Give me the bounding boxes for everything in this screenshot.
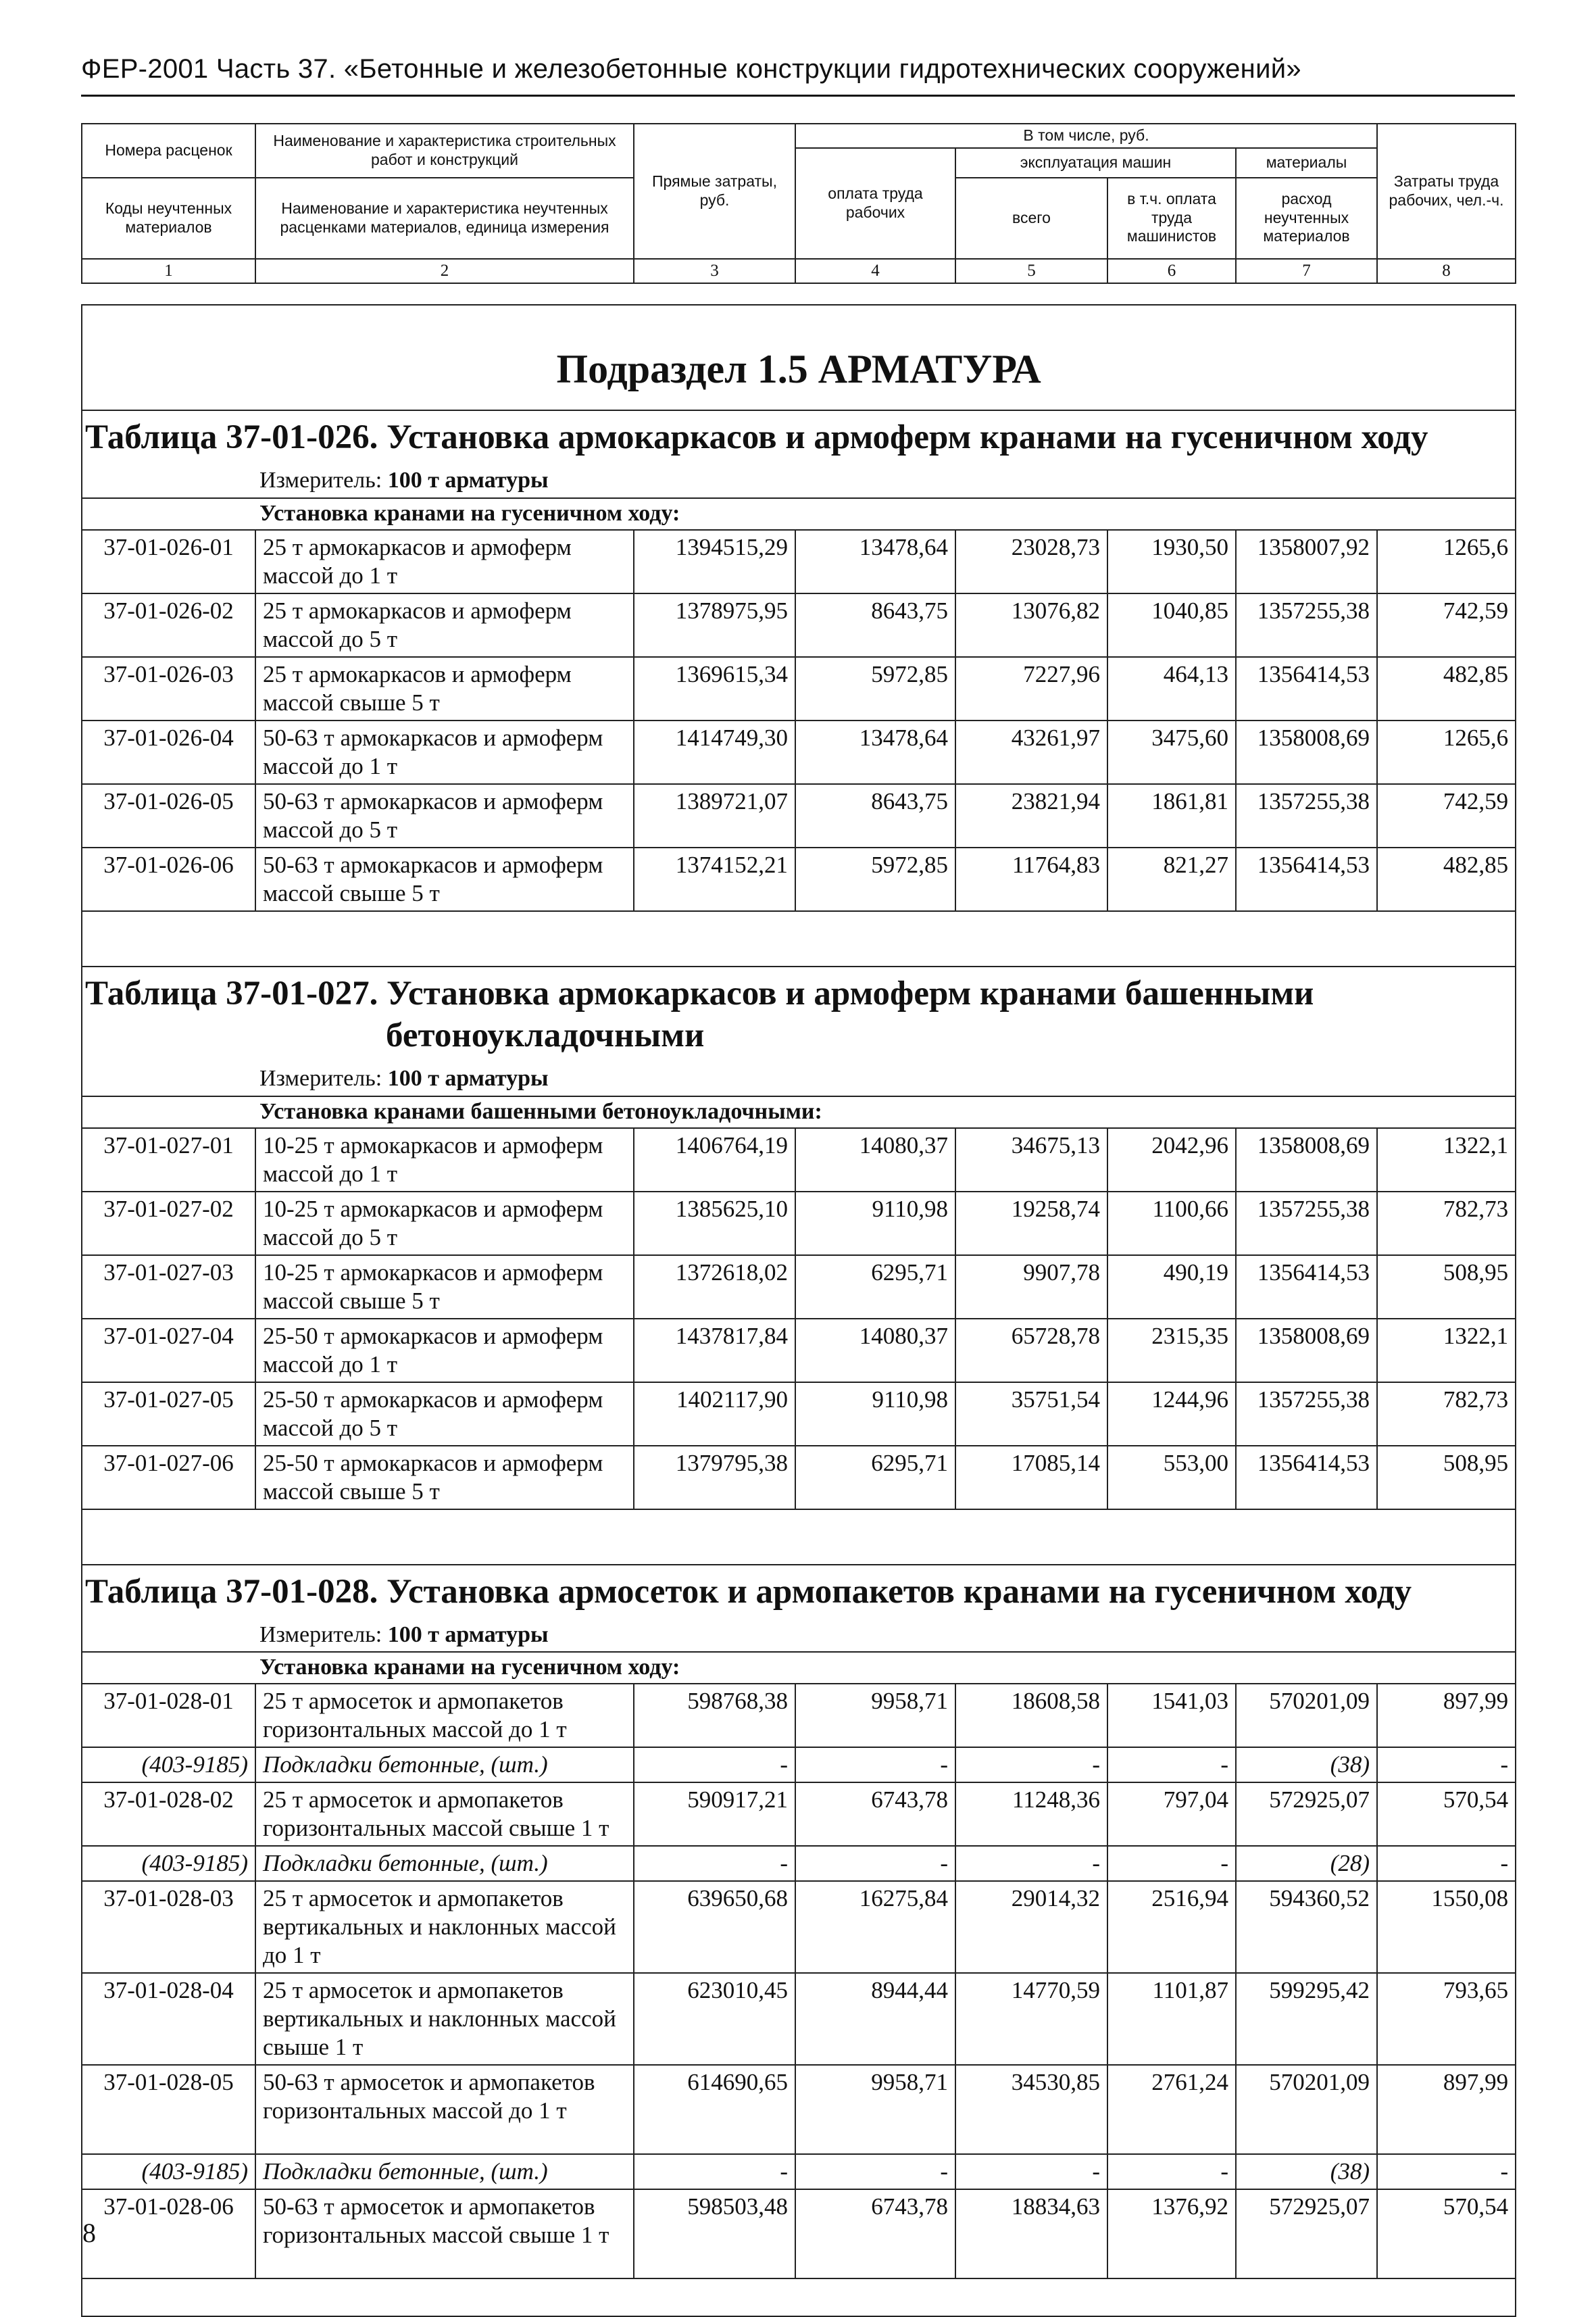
row-direct: 623010,45 [634,1973,795,2065]
row-mat: 1357255,38 [1236,1382,1377,1446]
measure-value: 100 т арматуры [387,1066,549,1092]
row-code: 37-01-027-06 [82,1446,255,1509]
row-name: 25 т армосеток и армопакетов вертикальных и наклонных массой свыше 1 т [255,1973,634,2065]
row-mach-labor: 1376,92 [1107,2189,1236,2278]
row-mach-labor: 464,13 [1107,657,1236,721]
header-num: 6 [1107,259,1236,283]
row-mach: 29014,32 [955,1881,1107,1973]
row-labor: 14080,37 [795,1319,955,1382]
header-name: Наименование и характеристика строительных работ и конструкций [255,124,634,178]
row-mach-labor: 797,04 [1107,1782,1236,1846]
row-mach-labor: 2042,96 [1107,1128,1236,1192]
row-hours: 1322,1 [1377,1128,1516,1192]
row-direct: 1389721,07 [634,784,795,848]
row-name: 10-25 т армокаркасов и армоферм массой свыше 5 т [255,1255,634,1319]
table-gap [82,911,1516,967]
row-labor: 13478,64 [795,530,955,593]
row-labor: 8643,75 [795,784,955,848]
header-machines-total: всего [955,178,1107,259]
row-hours: 508,95 [1377,1446,1516,1509]
row-code: 37-01-028-02 [82,1782,255,1846]
table-row [82,784,1516,848]
row-mach: 19258,74 [955,1192,1107,1255]
row-code: (403-9185) [82,1846,255,1881]
row-mach-labor: 2516,94 [1107,1881,1236,1973]
table-title [82,1565,1516,1619]
row-direct: 1414749,30 [634,721,795,784]
row-direct: 1378975,95 [634,593,795,657]
row-labor: 6295,71 [795,1446,955,1509]
row-mach-labor: 2761,24 [1107,2065,1236,2154]
row-name: Подкладки бетонные, (шт.) [255,2154,634,2189]
header-labor-pay: оплата труда рабочих [795,148,955,259]
row-mat: (28) [1236,1846,1377,1881]
measure-unit [82,1063,1516,1096]
row-mach: 65728,78 [955,1319,1107,1382]
table-row [82,1319,1516,1382]
row-name: Подкладки бетонные, (шт.) [255,1747,634,1782]
row-mach: 11248,36 [955,1782,1107,1846]
row-direct: 1379795,38 [634,1446,795,1509]
row-name: 25-50 т армокаркасов и армоферм массой до 5 т [255,1382,634,1446]
row-mat: 1356414,53 [1236,1255,1377,1319]
row-hours: 570,54 [1377,1782,1516,1846]
row-mach: 34530,85 [955,2065,1107,2154]
row-labor: - [795,2154,955,2189]
row-code: 37-01-028-05 [82,2065,255,2154]
table-row [82,1255,1516,1319]
row-hours: 897,99 [1377,2065,1516,2154]
header-machines: эксплуатация машин [955,148,1236,178]
row-mat: 1356414,53 [1236,1446,1377,1509]
row-hours: 1322,1 [1377,1319,1516,1382]
row-code: 37-01-026-04 [82,721,255,784]
row-mat: 594360,52 [1236,1881,1377,1973]
row-code: 37-01-027-03 [82,1255,255,1319]
row-code: 37-01-028-01 [82,1684,255,1747]
row-labor: 6295,71 [795,1255,955,1319]
row-hours: 482,85 [1377,848,1516,911]
header-direct-costs: Прямые затраты, руб. [634,124,795,259]
row-mach: 11764,83 [955,848,1107,911]
row-hours: 1265,6 [1377,721,1516,784]
table-row [82,1881,1516,1973]
row-mach-labor: - [1107,2154,1236,2189]
header-labor-hours: Затраты труда рабочих, чел.-ч. [1377,124,1516,259]
row-code: 37-01-027-01 [82,1128,255,1192]
table-row [82,848,1516,911]
table-title-line2: бетоноукладочными [386,1017,705,1055]
row-direct: 1385625,10 [634,1192,795,1255]
table-subheading: Установка кранами на гусеничном ходу: [82,1652,1516,1684]
row-code: (403-9185) [82,2154,255,2189]
table-gap [82,1509,1516,1565]
table-row [82,2189,1516,2278]
row-labor: 8643,75 [795,593,955,657]
row-mat: 572925,07 [1236,1782,1377,1846]
row-mach: 43261,97 [955,721,1107,784]
row-hours: 570,54 [1377,2189,1516,2278]
row-direct: 614690,65 [634,2065,795,2154]
row-labor: 5972,85 [795,657,955,721]
row-mach: 9907,78 [955,1255,1107,1319]
row-labor: 8944,44 [795,1973,955,2065]
row-hours: 1265,6 [1377,530,1516,593]
row-labor: 5972,85 [795,848,955,911]
row-mat: 570201,09 [1236,2065,1377,2154]
row-mat: (38) [1236,2154,1377,2189]
row-hours: 782,73 [1377,1382,1516,1446]
row-mach-labor: 490,19 [1107,1255,1236,1319]
row-mat: 1357255,38 [1236,593,1377,657]
row-code: 37-01-026-02 [82,593,255,657]
table-row [82,1446,1516,1509]
table-row [82,1782,1516,1846]
table-title-line1: Таблица 37-01-027. Установка армокаркасов и армоферм кранами башенными [85,974,1314,1013]
header-material-codes: Коды неучтенных материалов [82,178,255,259]
table-row [82,530,1516,593]
row-hours: 508,95 [1377,1255,1516,1319]
row-mach: 18608,58 [955,1684,1107,1747]
measure-label: Измеритель: [259,468,382,493]
row-code: 37-01-028-03 [82,1881,255,1973]
header-materials: материалы [1236,148,1377,178]
row-mach: 13076,82 [955,593,1107,657]
row-code: 37-01-027-05 [82,1382,255,1446]
row-name: 25 т армосеток и армопакетов горизонтальных массой до 1 т [255,1684,634,1747]
row-name: Подкладки бетонные, (шт.) [255,1846,634,1881]
row-name: 10-25 т армокаркасов и армоферм массой до 1 т [255,1128,634,1192]
row-mach-labor: 1861,81 [1107,784,1236,848]
table-title-line1: Таблица 37-01-028. Установка армосеток и армопакетов кранами на гусеничном ходу [85,1572,1412,1611]
row-hours: - [1377,2154,1516,2189]
table-row [82,1382,1516,1446]
measure-value: 100 т арматуры [387,1621,549,1647]
row-mat: 572925,07 [1236,2189,1377,2278]
row-mach: 7227,96 [955,657,1107,721]
row-mat: (38) [1236,1747,1377,1782]
row-mach-labor: 3475,60 [1107,721,1236,784]
row-code: 37-01-027-02 [82,1192,255,1255]
row-mach-labor: 1541,03 [1107,1684,1236,1747]
row-mat: 1356414,53 [1236,657,1377,721]
row-labor: 9110,98 [795,1382,955,1446]
row-direct: - [634,2154,795,2189]
row-labor: 6743,78 [795,2189,955,2278]
header-num: 5 [955,259,1107,283]
table-subheading: Установка кранами башенными бетоноукладочными: [82,1096,1516,1128]
row-mach-labor: 821,27 [1107,848,1236,911]
row-mat: 1358007,92 [1236,530,1377,593]
measure-value: 100 т арматуры [387,468,549,493]
header-num: 2 [255,259,634,283]
row-labor: 9958,71 [795,2065,955,2154]
row-labor: - [795,1747,955,1782]
row-labor: - [795,1846,955,1881]
row-mach-labor: 1244,96 [1107,1382,1236,1446]
table-title-line1: Таблица 37-01-026. Установка армокаркасов и армоферм кранами на гусеничном ходу [85,418,1428,456]
material-row [82,2154,1516,2189]
measure-unit [82,464,1516,498]
row-hours: 482,85 [1377,657,1516,721]
row-hours: - [1377,1747,1516,1782]
measure-label: Измеритель: [259,1621,382,1647]
row-code: 37-01-026-03 [82,657,255,721]
row-mat: 1358008,69 [1236,1128,1377,1192]
row-mach-labor: 1930,50 [1107,530,1236,593]
row-direct: 598768,38 [634,1684,795,1747]
header-codes: Номера расценок [82,124,255,178]
row-mat: 1358008,69 [1236,1319,1377,1382]
table-row [82,1973,1516,2065]
row-name: 25 т армосеток и армопакетов горизонтальных массой свыше 1 т [255,1782,634,1846]
page-number: 8 [82,2218,96,2248]
row-code: 37-01-028-04 [82,1973,255,2065]
header-num: 7 [1236,259,1377,283]
row-code: 37-01-026-06 [82,848,255,911]
row-name: 50-63 т армокаркасов и армоферм массой до 5 т [255,784,634,848]
row-mach: 35751,54 [955,1382,1107,1446]
row-labor: 16275,84 [795,1881,955,1973]
row-name: 25-50 т армокаркасов и армоферм массой свыше 5 т [255,1446,634,1509]
price-table [81,304,1516,2317]
row-direct: 1406764,19 [634,1128,795,1192]
row-mach-labor: - [1107,1747,1236,1782]
table-row [82,1128,1516,1192]
row-hours: - [1377,1846,1516,1881]
row-labor: 6743,78 [795,1782,955,1846]
header-material-name: Наименование и характеристика неучтенных расценками материалов, единица измерения [255,178,634,259]
header-rule [81,95,1515,97]
row-mach: 14770,59 [955,1973,1107,2065]
row-mach-labor: 1101,87 [1107,1973,1236,2065]
row-mat: 1357255,38 [1236,784,1377,848]
row-direct: - [634,1846,795,1881]
row-direct: 1374152,21 [634,848,795,911]
header-materials-usage: расход неучтенных материалов [1236,178,1377,259]
row-direct: - [634,1747,795,1782]
row-hours: 742,59 [1377,593,1516,657]
measure-label: Измеритель: [259,1066,382,1092]
row-mach: 18834,63 [955,2189,1107,2278]
row-code: (403-9185) [82,1747,255,1782]
row-direct: 1437817,84 [634,1319,795,1382]
header-num: 3 [634,259,795,283]
row-name: 25 т армокаркасов и армоферм массой до 1 т [255,530,634,593]
row-code: 37-01-028-06 [82,2189,255,2278]
row-hours: 782,73 [1377,1192,1516,1255]
row-labor: 9958,71 [795,1684,955,1747]
row-name: 25 т армокаркасов и армоферм массой свыше 5 т [255,657,634,721]
row-mach: - [955,2154,1107,2189]
row-name: 25-50 т армокаркасов и армоферм массой до 1 т [255,1319,634,1382]
row-labor: 14080,37 [795,1128,955,1192]
row-name: 50-63 т армосеток и армопакетов горизонтальных массой свыше 1 т [255,2189,634,2278]
row-mach-labor: 1100,66 [1107,1192,1236,1255]
table-row [82,2065,1516,2154]
header-group: В том числе, руб. [795,124,1377,148]
row-mach: 34675,13 [955,1128,1107,1192]
row-mach-labor: 2315,35 [1107,1319,1236,1382]
row-direct: 1394515,29 [634,530,795,593]
row-direct: 1402117,90 [634,1382,795,1446]
header-machinists-pay: в т.ч. оплата труда машинистов [1107,178,1236,259]
table-row [82,593,1516,657]
header-num: 4 [795,259,955,283]
row-direct: 598503,48 [634,2189,795,2278]
row-mach: - [955,1747,1107,1782]
row-mat: 1358008,69 [1236,721,1377,784]
row-name: 50-63 т армокаркасов и армоферм массой до 1 т [255,721,634,784]
row-mach: 23028,73 [955,530,1107,593]
row-name: 50-63 т армокаркасов и армоферм массой свыше 5 т [255,848,634,911]
row-name: 50-63 т армосеток и армопакетов горизонтальных массой до 1 т [255,2065,634,2154]
row-hours: 1550,08 [1377,1881,1516,1973]
row-hours: 793,65 [1377,1973,1516,2065]
row-code: 37-01-026-05 [82,784,255,848]
row-labor: 13478,64 [795,721,955,784]
table-row [82,1192,1516,1255]
row-mat: 1357255,38 [1236,1192,1377,1255]
section-title: Подраздел 1.5 АРМАТУРА [82,305,1516,410]
material-row [82,1747,1516,1782]
row-code: 37-01-027-04 [82,1319,255,1382]
row-mach: 17085,14 [955,1446,1107,1509]
table-row [82,1684,1516,1747]
table-title [82,410,1516,464]
table-title [82,967,1516,1063]
row-direct: 1369615,34 [634,657,795,721]
row-name: 25 т армокаркасов и армоферм массой до 5 т [255,593,634,657]
table-gap [82,2278,1516,2316]
row-mat: 599295,42 [1236,1973,1377,2065]
row-mat: 570201,09 [1236,1684,1377,1747]
row-labor: 9110,98 [795,1192,955,1255]
row-code: 37-01-026-01 [82,530,255,593]
row-direct: 1372618,02 [634,1255,795,1319]
row-mach-labor: - [1107,1846,1236,1881]
row-mach: 23821,94 [955,784,1107,848]
row-mach: - [955,1846,1107,1881]
measure-unit [82,1619,1516,1653]
table-row [82,721,1516,784]
header-num: 1 [82,259,255,283]
row-name: 25 т армосеток и армопакетов вертикальных и наклонных массой до 1 т [255,1881,634,1973]
table-row [82,657,1516,721]
column-header-table [81,123,1516,284]
row-name: 10-25 т армокаркасов и армоферм массой до 5 т [255,1192,634,1255]
row-hours: 742,59 [1377,784,1516,848]
material-row [82,1846,1516,1881]
page-header: ФЕР-2001 Часть 37. «Бетонные и железобетонные конструкции гидротехнических сооружений» [81,54,1301,84]
row-hours: 897,99 [1377,1684,1516,1747]
row-mach-labor: 1040,85 [1107,593,1236,657]
row-mach-labor: 553,00 [1107,1446,1236,1509]
header-num: 8 [1377,259,1516,283]
table-subheading: Установка кранами на гусеничном ходу: [82,498,1516,530]
row-direct: 639650,68 [634,1881,795,1973]
row-mat: 1356414,53 [1236,848,1377,911]
row-direct: 590917,21 [634,1782,795,1846]
